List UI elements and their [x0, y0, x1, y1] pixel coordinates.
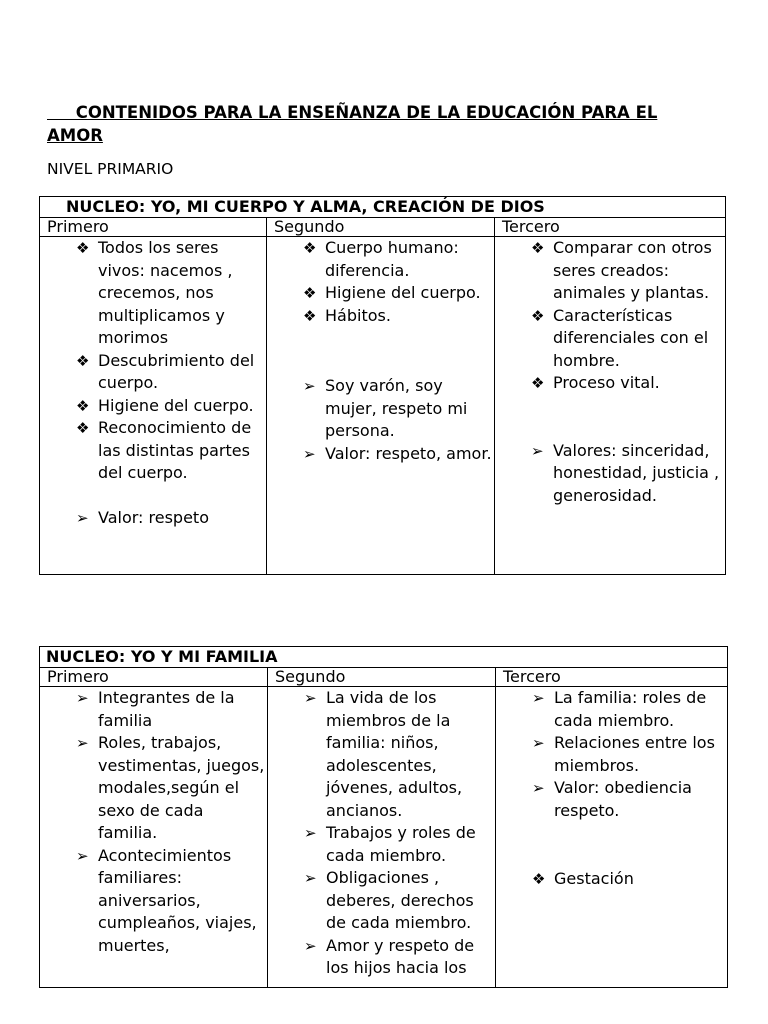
- list-item: [273, 305, 494, 328]
- item-text: Integrantes de la familia: [98, 688, 235, 730]
- column-header-segundo: Segundo: [268, 668, 496, 687]
- item-text: Relaciones entre los miembros.: [554, 733, 715, 775]
- arrow-bullet-icon: ➢: [76, 689, 89, 707]
- arrow-bullet-icon: ➢: [304, 689, 317, 707]
- title-line-1: CONTENIDOS PARA LA ENSEÑANZA DE LA EDUCACIÓN PARA EL: [47, 103, 658, 122]
- content-list: [273, 237, 494, 465]
- arrow-bullet-icon: ➢: [303, 377, 316, 395]
- list-item: [502, 687, 727, 732]
- arrow-bullet-icon: ➢: [532, 689, 545, 707]
- item-text: Proceso vital.: [553, 373, 660, 392]
- column-header-primero: Primero: [40, 668, 268, 687]
- item-text: Higiene del cuerpo.: [325, 283, 481, 302]
- list-item: [46, 845, 267, 958]
- item-text: Amor y respeto de los hijos hacia los: [326, 935, 475, 977]
- document-title: [47, 101, 737, 147]
- arrow-bullet-icon: ➢: [532, 734, 545, 752]
- list-item: [274, 822, 495, 867]
- diamond-bullet-icon: ❖: [303, 284, 317, 302]
- item-text: Todos los seres vivos: nacemos , crecemos, nos multiplicamos y morimos: [98, 238, 233, 347]
- arrow-bullet-icon: ➢: [304, 936, 317, 955]
- diamond-bullet-icon: ❖: [76, 351, 90, 370]
- diamond-bullet-icon: ❖: [303, 239, 317, 257]
- list-item: [46, 417, 266, 485]
- content-list: [501, 237, 725, 507]
- nucleo-heading: NUCLEO: YO, MI CUERPO Y ALMA, CREACIÓN DE DIOS: [40, 197, 726, 218]
- item-text: Valor: obediencia respeto.: [554, 778, 692, 820]
- list-item: [46, 732, 267, 845]
- item-text: La familia: roles de cada miembro.: [554, 688, 707, 730]
- arrow-bullet-icon: ➢: [76, 508, 89, 527]
- cell-segundo: [267, 237, 495, 575]
- arrow-bullet-icon: ➢: [76, 734, 89, 752]
- nucleo-heading: NUCLEO: YO Y MI FAMILIA: [40, 647, 728, 668]
- list-item: [274, 687, 495, 822]
- column-header-tercero: Tercero: [496, 668, 728, 687]
- item-text: Descubrimiento del cuerpo.: [98, 350, 255, 392]
- content-list: [502, 687, 727, 891]
- list-item: [46, 350, 266, 395]
- list-item: [273, 282, 494, 305]
- item-text: Cuerpo humano: diferencia.: [325, 238, 459, 280]
- list-item: [501, 440, 725, 508]
- item-text: Soy varón, soy mujer, respeto mi persona.: [325, 376, 468, 440]
- diamond-bullet-icon: ❖: [76, 396, 90, 415]
- cell-segundo: [268, 687, 496, 988]
- diamond-bullet-icon: ❖: [531, 374, 545, 392]
- item-text: La vida de los miembros de la familia: niños, adolescentes, jóvenes, adultos, ancianos.: [326, 688, 463, 820]
- arrow-bullet-icon: ➢: [76, 846, 89, 865]
- list-item: [501, 237, 725, 305]
- cell-primero: [40, 687, 268, 988]
- item-text: Acontecimientos familiares: aniversarios, cumpleaños, viajes, muertes,: [98, 845, 257, 955]
- list-item: [46, 395, 266, 418]
- list-item: [273, 375, 494, 443]
- item-text: Hábitos.: [325, 305, 391, 325]
- cell-primero: [40, 237, 267, 575]
- list-item: [273, 443, 494, 466]
- diamond-bullet-icon: ❖: [303, 306, 317, 325]
- content-list: [46, 687, 267, 957]
- column-header-segundo: Segundo: [267, 218, 495, 237]
- item-text: Valores: sinceridad, honestidad, justicia , generosidad.: [553, 440, 720, 505]
- item-text: Valor: respeto, amor.: [325, 443, 492, 463]
- arrow-bullet-icon: ➢: [304, 869, 317, 887]
- list-item: [502, 868, 727, 891]
- list-item: [501, 372, 725, 395]
- item-text: Gestación: [554, 869, 634, 888]
- diamond-bullet-icon: ❖: [531, 239, 545, 257]
- arrow-bullet-icon: ➢: [303, 444, 316, 463]
- arrow-bullet-icon: ➢: [531, 441, 544, 460]
- arrow-bullet-icon: ➢: [532, 779, 545, 797]
- list-item: [46, 687, 267, 732]
- item-text: Trabajos y roles de cada miembro.: [326, 823, 476, 865]
- column-header-primero: Primero: [40, 218, 267, 237]
- diamond-bullet-icon: ❖: [76, 239, 90, 257]
- list-item: [273, 237, 494, 282]
- list-item: [46, 507, 266, 530]
- list-item: [274, 867, 495, 935]
- list-item: [46, 237, 266, 350]
- nucleo-table-familia: [39, 646, 728, 988]
- title-line-2: AMOR: [47, 126, 103, 145]
- item-text: Comparar con otros seres creados: animales y plantas.: [553, 238, 712, 302]
- list-item: [501, 305, 725, 373]
- content-list: [274, 687, 495, 980]
- item-text: Valor: respeto: [98, 507, 209, 527]
- item-text: Higiene del cuerpo.: [98, 395, 254, 415]
- item-text: Roles, trabajos, vestimentas, juegos, modales,según el sexo de cada familia.: [98, 733, 265, 842]
- cell-tercero: [496, 687, 728, 988]
- item-text: Obligaciones , deberes, derechos de cada miembro.: [326, 868, 474, 932]
- column-header-tercero: Tercero: [495, 218, 726, 237]
- list-item: [502, 777, 727, 822]
- diamond-bullet-icon: ❖: [532, 870, 546, 888]
- level-label: NIVEL PRIMARIO: [47, 160, 174, 178]
- diamond-bullet-icon: ❖: [76, 419, 90, 437]
- list-item: [274, 935, 495, 980]
- arrow-bullet-icon: ➢: [304, 824, 317, 842]
- nucleo-table-cuerpo: [39, 196, 726, 575]
- content-list: [46, 237, 266, 529]
- list-item: [502, 732, 727, 777]
- cell-tercero: [495, 237, 726, 575]
- diamond-bullet-icon: ❖: [531, 306, 545, 325]
- item-text: Características diferenciales con el hombre.: [553, 305, 709, 370]
- item-text: Reconocimiento de las distintas partes del cuerpo.: [98, 418, 252, 482]
